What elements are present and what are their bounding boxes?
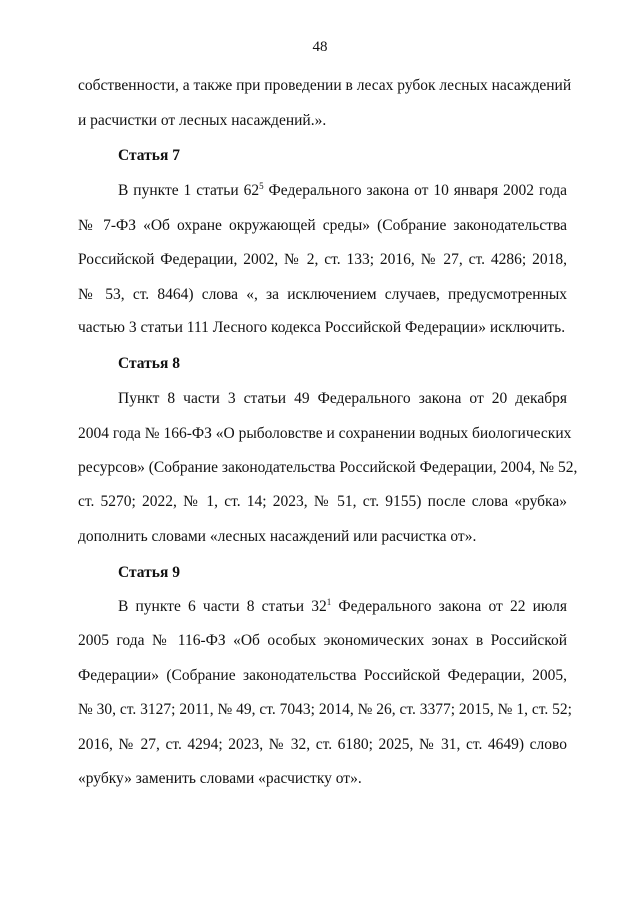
page-number: 48 [312,39,328,55]
text-line: «рубку» заменить словами «расчистку от». [78,770,362,787]
text-line: и расчистки от лесных насаждений.». [78,112,327,129]
article-heading: Статья 9 [118,564,180,581]
text-line: дополнить словами «лесных насаждений или расчистка от». [78,528,477,545]
text-line: 2004 года № 166-ФЗ «О рыболовстве и сохранении водных биологических [78,425,572,442]
article-heading: Статья 7 [118,147,180,164]
text-line: собственности, а также при проведении в лесах рубок лесных насаждений [78,77,572,94]
text-line: Пункт 8 части 3 статьи 49 Федерального закона от 20 декабря [118,390,567,407]
text-line: Российской Федерации, 2002, № 2, ст. 133; 2016, № 27, ст. 4286; 2018, [78,251,567,268]
text-line: частью 3 статьи 111 Лесного кодекса Российской Федерации» исключить. [78,319,566,336]
superscript: 5 [259,181,264,191]
text-line: Федерации» (Собрание законодательства Российской Федерации, 2005, [78,667,567,684]
text-line: № 53, ст. 8464) слова «, за исключением случаев, предусмотренных [78,286,567,303]
text-line: № 7-ФЗ «Об охране окружающей среды» (Собрание законодательства [78,217,567,234]
text-line: 2016, № 27, ст. 4294; 2023, № 32, ст. 6180; 2025, № 31, ст. 4649) слово [78,736,567,753]
text-line: В пункте 6 части 8 статьи $32^1$ Федерального закона от 22 июля [118,597,567,615]
text-line: 2005 года № 116-ФЗ «Об особых экономических зонах в Российской [78,632,567,649]
text-line: В пункте 1 статьи $62^5$ Федерального закона от 10 января 2002 года [118,181,567,199]
text-line: № 30, ст. 3127; 2011, № 49, ст. 7043; 2014, № 26, ст. 3377; 2015, № 1, ст. 52; [78,701,572,718]
text-line: ресурсов» (Собрание законодательства Российской Федерации, 2004, № 52, [78,459,578,476]
article-heading: Статья 8 [118,355,180,372]
text-line: ст. 5270; 2022, № 1, ст. 14; 2023, № 51, ст. 9155) после слова «рубка» [78,493,567,510]
superscript: 1 [326,597,332,607]
